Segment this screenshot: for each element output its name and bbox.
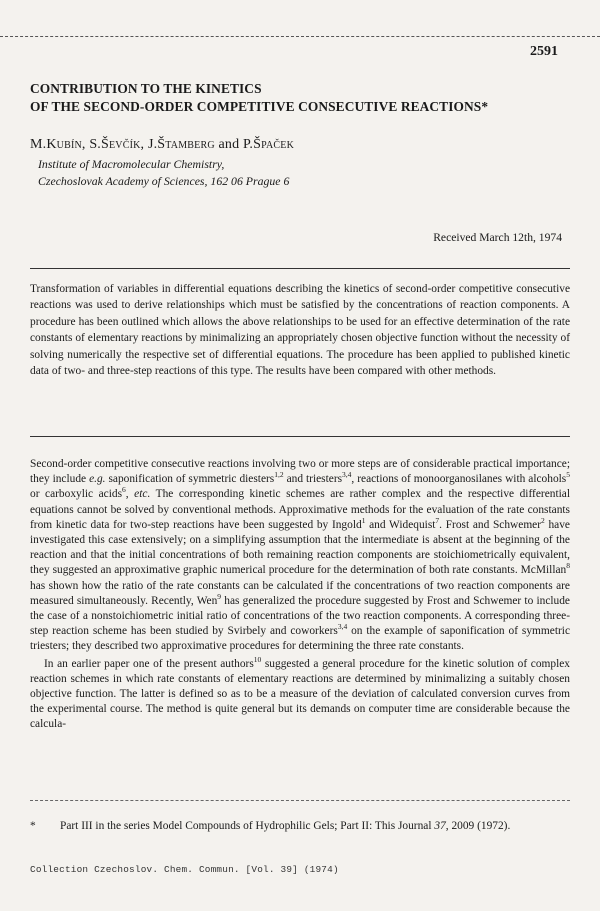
author-separator: ,: [81, 137, 90, 152]
affiliation-line-1: Institute of Macromolecular Chemistry,: [38, 157, 225, 171]
footnote-volume: 37: [434, 820, 446, 832]
page-number: 2591: [530, 44, 558, 59]
abstract-bottom-rule: [30, 436, 570, 437]
citation-ref: 3,4: [337, 622, 348, 632]
text-run: ,: [125, 488, 135, 501]
title-line-2: OF THE SECOND-ORDER COMPETITIVE CONSECUTIVE REACTIONS*: [30, 99, 489, 114]
footnote-mark: *: [30, 820, 36, 832]
affiliation: [38, 156, 289, 190]
author-name: S.Ševčík: [89, 137, 141, 152]
title-line-1: CONTRIBUTION TO THE KINETICS: [30, 81, 262, 96]
text-run: , reactions of monoorganosilanes with alcohols: [351, 473, 567, 486]
text-run-italic: e.g.: [89, 473, 106, 486]
author-separator: ,: [140, 137, 148, 152]
text-run: or carboxylic acids: [30, 488, 123, 501]
article-title: [30, 80, 570, 116]
citation-ref: 6: [122, 485, 126, 495]
abstract-top-rule: [30, 268, 570, 269]
text-run: has shown how the ratio of the rate constants can be calculated if the concentrations of two reaction components are measured simultaneously. Recently, Wen: [30, 579, 570, 607]
text-run-italic: etc.: [134, 488, 151, 501]
text-run: In an earlier paper one of the present authors: [44, 657, 254, 670]
author-name: M.Kubín: [30, 137, 82, 152]
body-paragraph-2: [30, 654, 570, 733]
author-name: P.Špaček: [243, 137, 294, 152]
text-run: saponification of symmetric diesters: [105, 473, 275, 486]
footnote-rule: [30, 800, 570, 801]
text-run: on the example of saponification of symmetric triesters; they described two approximative procedures for determining the three rate constants.: [30, 625, 571, 653]
citation-ref: 10: [253, 654, 262, 664]
citation-ref: 9: [217, 592, 222, 602]
footnote-text-end: , 2009 (1972).: [445, 820, 511, 832]
citation-ref: 8: [566, 561, 570, 571]
journal-footer: Collection Czechoslov. Chem. Commun. [Vol. 39] (1974): [30, 864, 339, 875]
text-run: and triesters: [283, 473, 343, 486]
text-run: The corresponding kinetic schemes are rather complex and the respective differential equations cannot be solved by conventional methods. Approximative methods for the evaluation of the rate constants from kinetic data for two-step reactions have been suggested by Ingold: [30, 488, 570, 531]
text-run: Second-order competitive consecutive reactions involving two or more steps are of considerable practical importance; they include: [30, 458, 570, 486]
body-paragraph-1: [30, 457, 570, 655]
author-name: J.Štamberg: [147, 137, 215, 152]
citation-ref: 5: [566, 470, 570, 480]
text-run: and Widequist: [365, 518, 436, 531]
citation-ref: 7: [435, 516, 440, 526]
article-body: [30, 457, 570, 733]
citation-ref: 2: [541, 516, 545, 526]
affiliation-line-2: Czechoslovak Academy of Sciences, 162 06 Prague 6: [38, 174, 290, 188]
text-run: have investigated this case extensively; on a simplifying assumption that the intermediate is absent at the beginning of the reaction and that the initial concentrations of both remaining reaction components are stoichiometrically equivalent, they suggested an approximative graphic numerical procedure for the determination of both rate constants. McMillan: [30, 518, 570, 577]
header-rule: [0, 36, 600, 37]
citation-ref: 1,2: [274, 470, 284, 480]
abstract: Transformation of variables in differential equations describing the kinetics of second-order competitive consecutive reactions was used to derive relationships which must be satisfied by the concentrations of reaction components. A procedure has been outlined which allows the above relationships to be used for an effective determination of the rate constants of elementary reactions by minimalizing an appropriately chosen objective function without the necessity of solving numerically the respective set of differential equations. The procedure has been applied to published kinetic data of two- and three-step reactions of this type. The results have been compared with other methods.: [30, 283, 570, 378]
citation-ref: 3,4: [342, 470, 352, 480]
footnote-text: Part III in the series Model Compounds of Hydrophilic Gels; Part II: This Journal: [60, 820, 435, 832]
footnote: [30, 818, 570, 834]
text-run: . Frost and Schwemer: [439, 518, 542, 531]
citation-ref: 1: [361, 516, 366, 526]
author-separator: and: [214, 137, 243, 152]
text-run: suggested a general procedure for the kinetic solution of complex reaction schemes in which rate constants of elementary reactions are determined by minimalizing a suitably chosen objective function. The latter is defined so as to be a measure of the deviation of calculated conversion curves from the experimental course. The method is quite general but its demands on computer time are considerable because the calcula-: [30, 657, 570, 731]
received-date: Received March 12th, 1974: [433, 231, 562, 244]
text-run: has generalized the procedure suggested by Frost and Schwemer to include the case of a nonstoichiometric initial ratio of concentrations of the two reaction components. A corresponding three-step reaction scheme has been studied by Svirbely and coworkers: [30, 594, 570, 638]
author-list: [30, 137, 294, 153]
